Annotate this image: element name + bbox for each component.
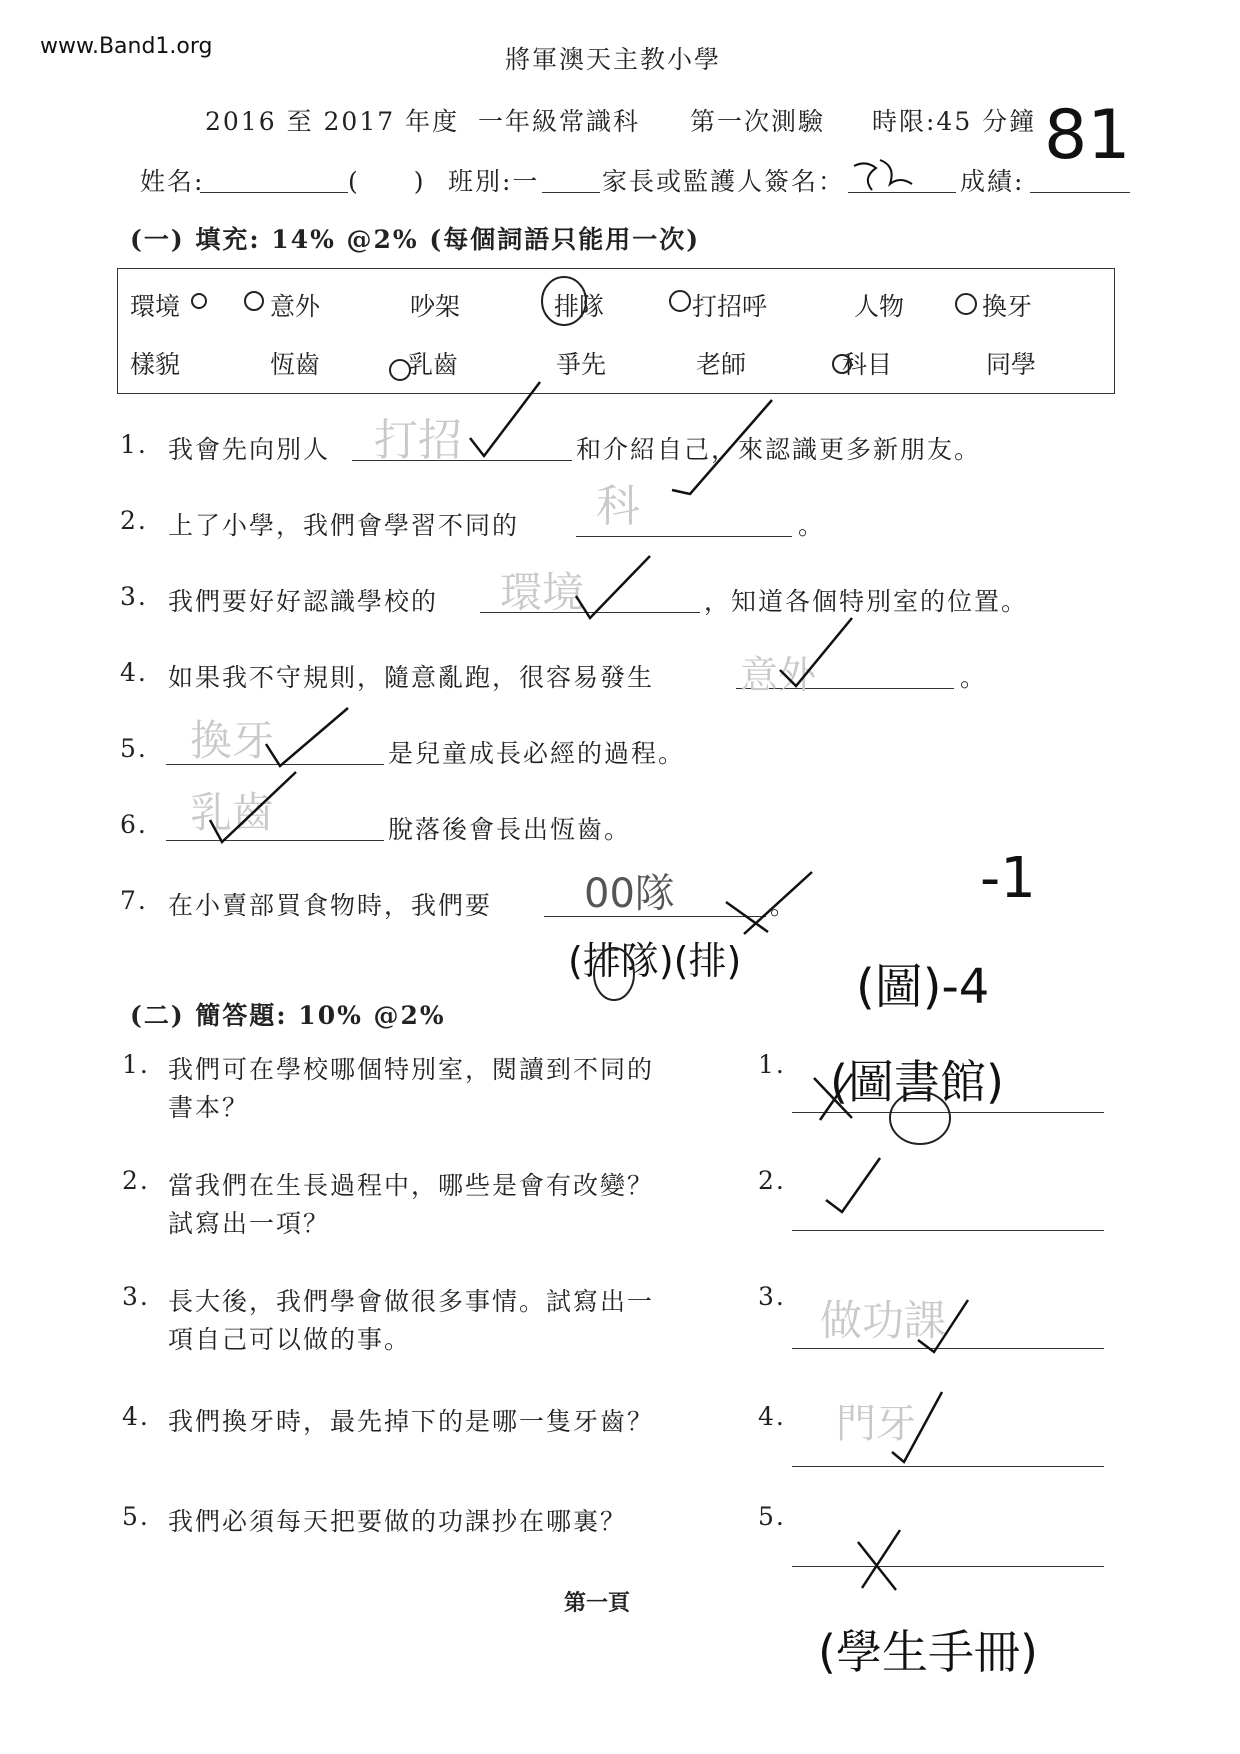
tick-mark — [576, 556, 650, 618]
answer-number: 5. — [758, 1502, 786, 1531]
test-name: 第一次測驗 — [690, 107, 826, 136]
academic-year: 2016 至 2017 年度 — [205, 107, 460, 136]
fill-question-text: 上了小學，我們會學習不同的 — [168, 511, 520, 540]
student-number-bracket: ( ) — [348, 167, 426, 196]
fill-question-text: ，知道各個特別室的位置。 — [704, 587, 1029, 616]
fill-question-text: 如果我不守規則，隨意亂跑，很容易發生 — [168, 663, 655, 692]
tick-mark — [918, 1300, 968, 1352]
tick-mark — [672, 400, 772, 494]
section2-title: (二) 簡答題: 10% @2% — [130, 1001, 446, 1030]
fill-question-text: 在小賣部買食物時，我們要 — [168, 891, 493, 920]
short-question-number: 5. — [122, 1502, 150, 1531]
pencil-answer-q6: 乳齒 — [190, 788, 275, 837]
fill-question-text: 和介紹自己，來認識更多新朋友。 — [576, 435, 982, 464]
answer-number: 1. — [758, 1050, 786, 1079]
pencil-answer-q1: 打招 — [374, 415, 462, 466]
pencil-answer-q5: 換牙 — [190, 716, 275, 765]
time-limit: 時限:45 分鐘 — [872, 107, 1037, 136]
school-name: 將軍澳天主教小學 — [505, 45, 722, 74]
word-bank-item: 科目 — [842, 350, 893, 379]
word-bank-item: 同學 — [986, 350, 1037, 379]
handwritten-score: 81 — [1044, 96, 1131, 175]
section1-title: (一) 填充: 14% @2% (每個詞語只能用一次) — [130, 225, 701, 254]
word-bank-circle — [542, 277, 586, 325]
word-bank-circle — [670, 291, 690, 311]
tick-mark — [892, 1392, 942, 1462]
tick-mark — [826, 1158, 880, 1212]
fill-question-text: 。 — [960, 663, 988, 692]
short-question-text: 項自己可以做的事。 — [168, 1325, 412, 1354]
tick-mark — [470, 382, 540, 456]
tick-mark — [210, 772, 296, 842]
word-bank-item: 恆齒 — [270, 350, 321, 379]
class-label: 班別:一 — [448, 167, 540, 196]
short-question-number: 4. — [122, 1402, 150, 1431]
fill-question-text: 脫落後會長出恆齒。 — [388, 815, 632, 844]
word-bank-item: 意外 — [270, 292, 321, 321]
short-question-text: 書本？ — [168, 1093, 250, 1122]
score-label: 成績: — [960, 167, 1025, 196]
pencil-answer-s2-a4: 門牙 — [836, 1401, 916, 1447]
cross-mark — [858, 1530, 900, 1590]
cross-mark — [814, 1074, 852, 1120]
word-bank-item: 老師 — [696, 350, 747, 379]
word-bank-item: 吵架 — [410, 292, 461, 321]
word-bank-circle — [390, 360, 410, 380]
answer-number: 2. — [758, 1166, 786, 1195]
fill-question-text: 。 — [798, 511, 826, 540]
grade-subject: 一年級常識科 — [478, 107, 641, 136]
answer-number: 4. — [758, 1402, 786, 1431]
pencil-answer-q2: 科 — [596, 481, 640, 532]
word-bank-item: 乳齒 — [408, 350, 459, 379]
name-label: 姓名: — [140, 167, 205, 196]
pencil-answer-q4: 意外 — [740, 653, 817, 697]
fill-question-text: 是兒童成長必經的過程。 — [388, 739, 686, 768]
teacher-deduction-4: (圖)-4 — [856, 959, 990, 1015]
answer-number: 3. — [758, 1282, 786, 1311]
cross-mark — [726, 872, 812, 934]
correction-circle — [594, 948, 634, 1000]
teacher-correction-s2-a1: (圖書館) — [830, 1055, 1004, 1109]
word-bank-circle — [833, 355, 851, 373]
word-bank-item: 人物 — [854, 292, 905, 321]
fill-question-number: 3. — [120, 582, 148, 611]
fill-question-number: 1. — [120, 430, 148, 459]
teacher-deduction-1: -1 — [980, 846, 1036, 911]
word-bank-item: 爭先 — [556, 350, 607, 379]
teacher-correction-s2-a5: (學生手冊) — [818, 1625, 1038, 1679]
word-bank-circle — [245, 292, 263, 310]
short-question-text: 長大後，我們學會做很多事情。試寫出一 — [168, 1287, 655, 1316]
short-question-number: 2. — [122, 1166, 150, 1195]
word-bank-item: 排隊 — [554, 292, 605, 321]
fill-question-number: 6. — [120, 810, 148, 839]
teacher-correction-q7: (排隊)(排) — [568, 939, 742, 983]
tick-mark — [266, 708, 348, 766]
short-question-number: 1. — [122, 1050, 150, 1079]
fill-question-number: 7. — [120, 886, 148, 915]
word-bank-item: 環境 — [130, 292, 181, 321]
fill-question-text: 我們要好好認識學校的 — [168, 587, 439, 616]
short-question-text: 我們必須每天把要做的功課抄在哪裏？ — [168, 1507, 628, 1536]
short-question-text: 當我們在生長過程中，哪些是會有改變？ — [168, 1171, 655, 1200]
word-bank-circle — [192, 294, 206, 308]
pencil-answer-q7: 00隊 — [584, 871, 675, 917]
pencil-answer-q3: 環境 — [500, 568, 585, 617]
fill-question-number: 5. — [120, 734, 148, 763]
word-bank-item: 換牙 — [982, 292, 1033, 321]
short-question-text: 試寫出一項？ — [168, 1209, 331, 1238]
signature-label: 家長或監護人簽名： — [602, 167, 846, 196]
short-question-number: 3. — [122, 1282, 150, 1311]
correction-circle — [890, 1092, 950, 1144]
fill-question-number: 4. — [120, 658, 148, 687]
word-bank-circle — [956, 294, 976, 314]
fill-question-number: 2. — [120, 506, 148, 535]
word-bank-item: 樣貌 — [130, 350, 181, 379]
pencil-answer-s2-a3: 做功課 — [820, 1296, 947, 1345]
page-footer: 第一頁 — [564, 1590, 631, 1616]
word-bank-item: 打招呼 — [692, 292, 768, 321]
fill-question-text: 。 — [770, 891, 798, 920]
parent-signature — [854, 160, 912, 190]
short-question-text: 我們可在學校哪個特別室，閱讀到不同的 — [168, 1055, 655, 1084]
fill-question-text: 我會先向別人 — [168, 435, 331, 464]
tick-mark — [780, 618, 852, 686]
short-question-text: 我們換牙時，最先掉下的是哪一隻牙齒？ — [168, 1407, 655, 1436]
watermark: www.Band1.org — [40, 34, 213, 59]
